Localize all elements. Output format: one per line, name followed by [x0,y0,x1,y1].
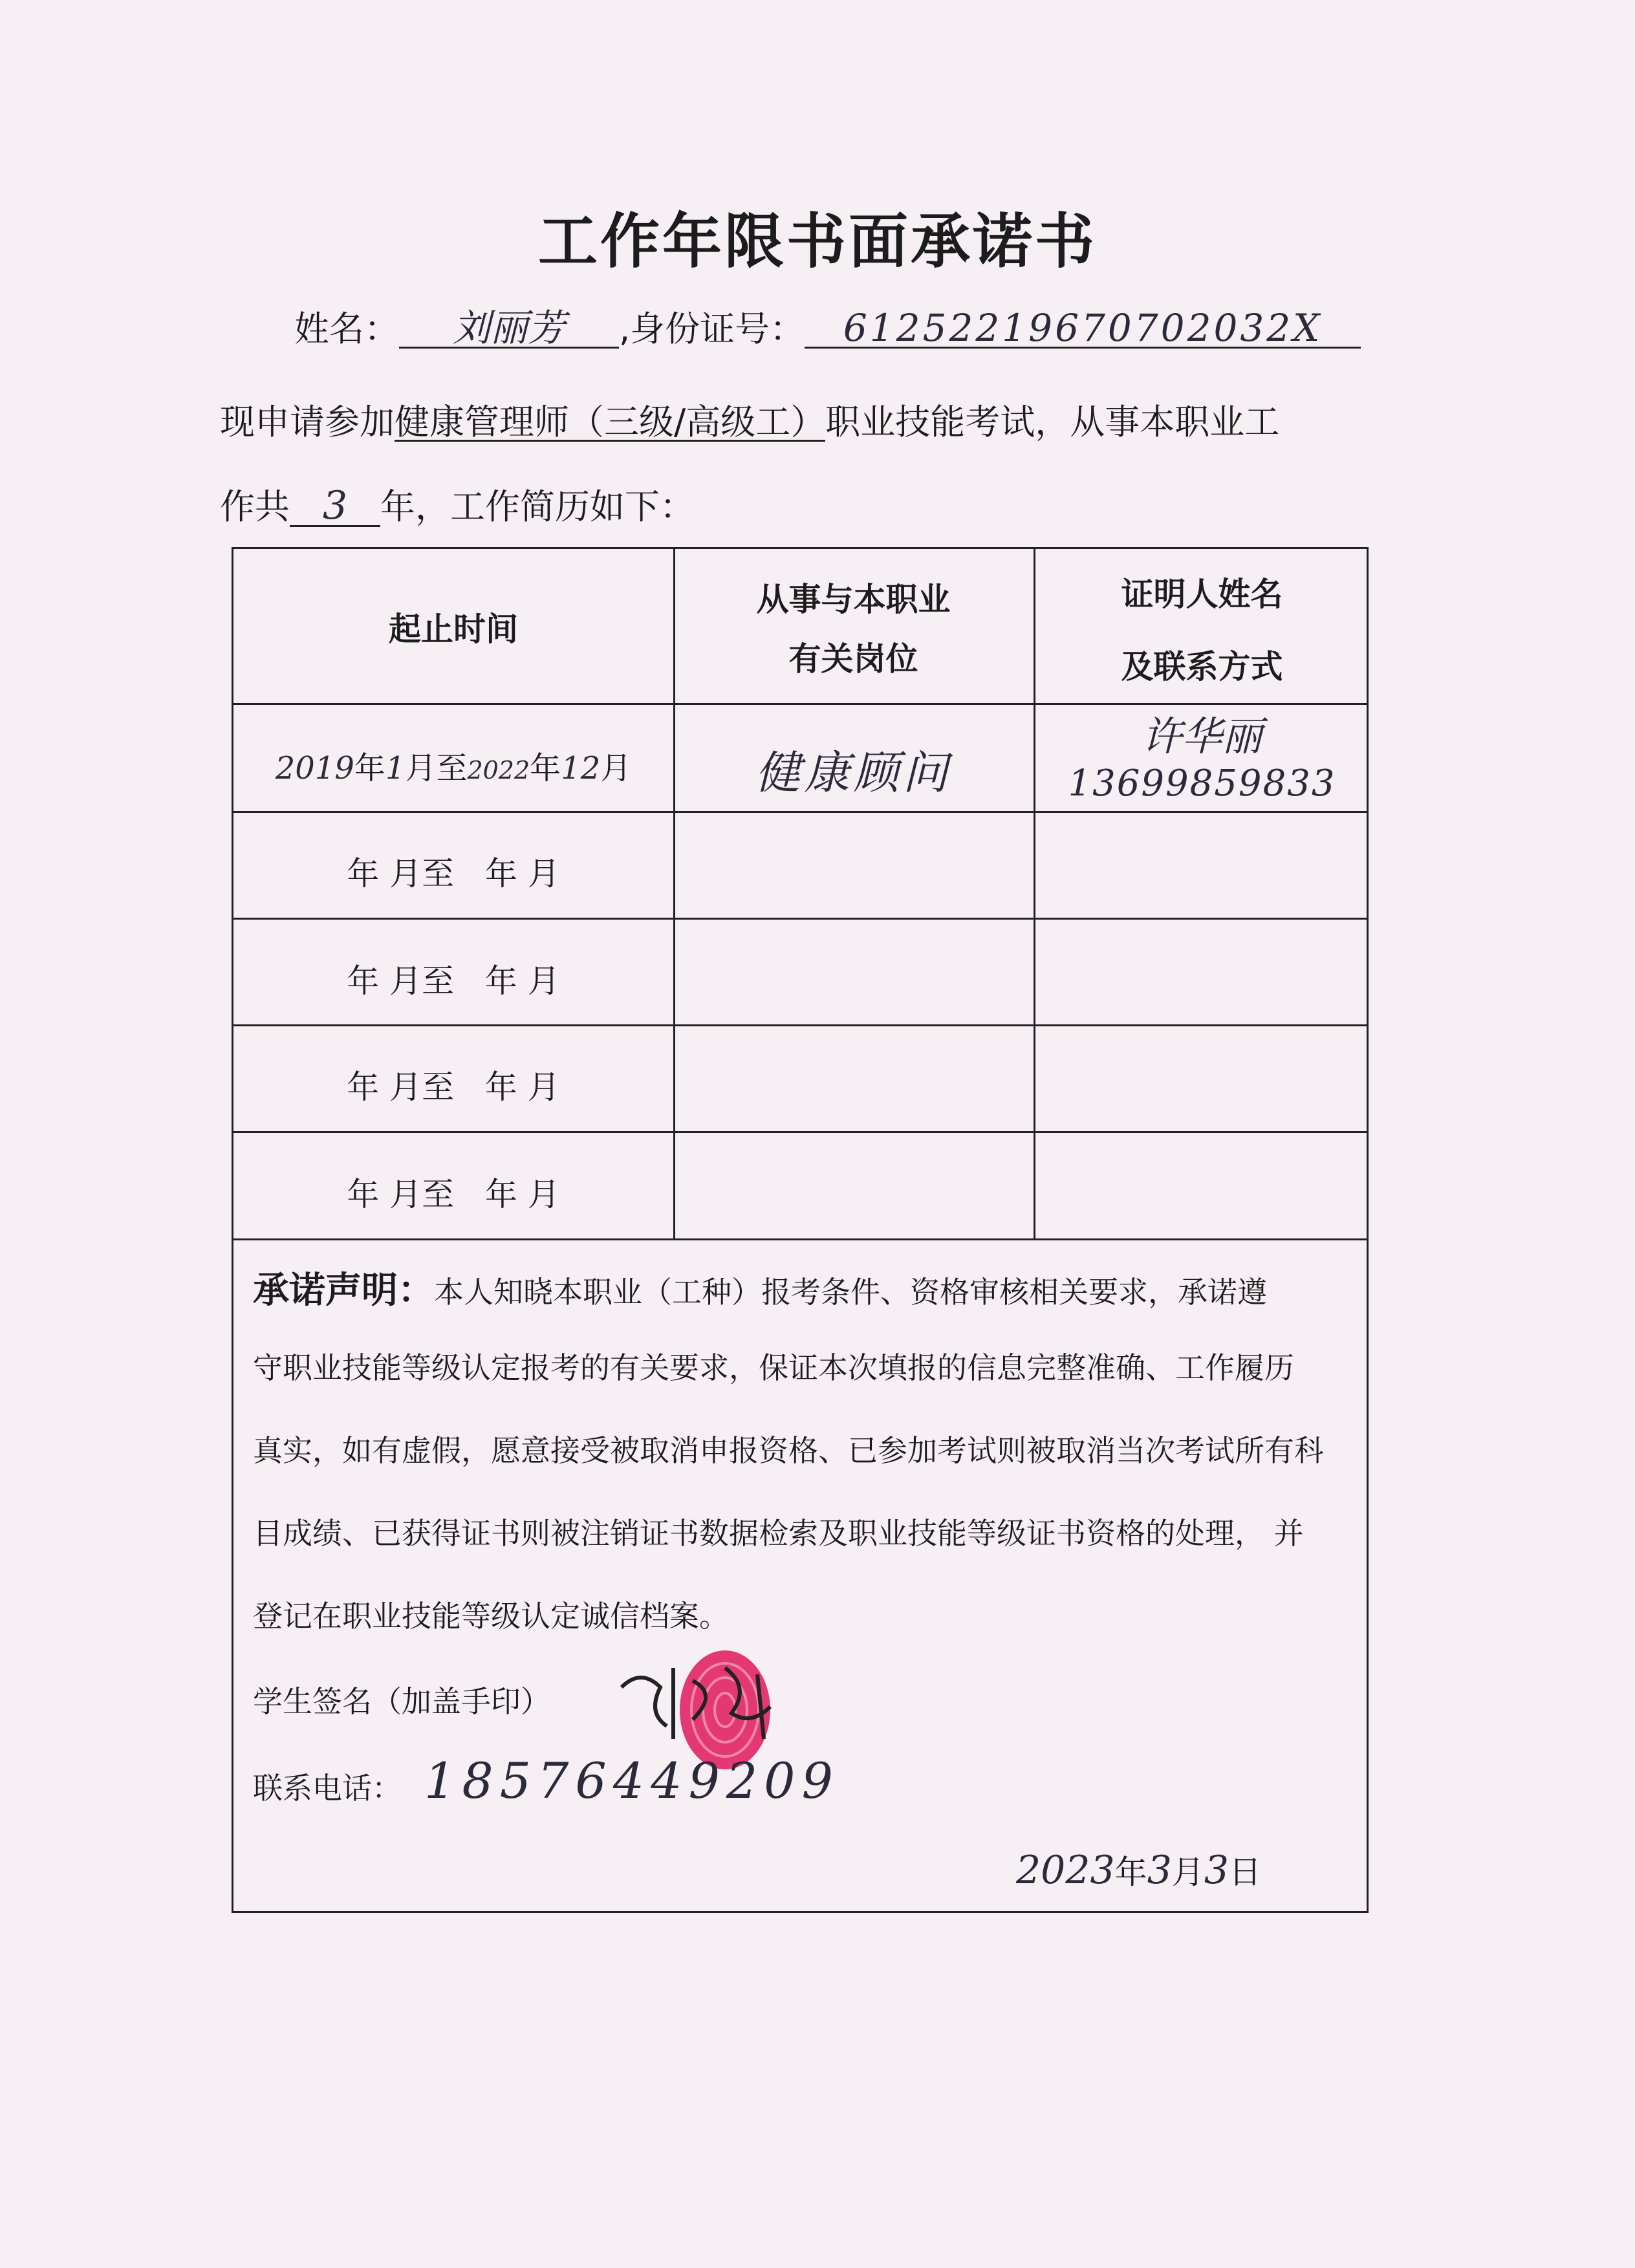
signature-label: 学生签名（加盖手印） [253,1684,550,1719]
id-label: 身份证号： [630,308,805,349]
phone-value: 18576449209 [424,1752,839,1809]
row-divider [233,1024,1367,1026]
row-1-witness-name: 许华丽 [1142,713,1262,760]
intro-line-2 [220,483,695,528]
phone-label: 联系电话： [253,1771,402,1806]
row-3-period: 年 月至 年 月 [347,962,560,1000]
row-2-period: 年 月至 年 月 [347,855,560,892]
declaration-line-1 [253,1262,1267,1313]
header-witness-line1: 证明人姓名 [1121,576,1283,613]
date-line [1016,1846,1261,1893]
page-title: 工作年限书面承诺书 [537,207,1097,276]
yue-label: 月 [600,750,632,786]
header-position-line2: 有关岗位 [788,640,918,678]
work-history-table [232,547,1369,1913]
date-nian: 年 [1114,1853,1147,1891]
nian-label: 年 [354,750,385,786]
id-value: 61252219670702032X [805,309,1361,349]
date-month: 3 [1147,1848,1172,1893]
header-position-line1: 从事与本职业 [756,581,951,618]
header-witness-line2: 及联系方式 [1121,648,1283,686]
name-value: 刘丽芳 [399,309,619,349]
row-divider [233,1131,1367,1133]
name-label: 姓名： [294,308,399,349]
intro-line2-suffix: 年，工作简历如下： [380,486,695,527]
row-divider [233,1238,1367,1240]
end-year: 2022 [467,756,530,784]
declaration-line-2: 守职业技能等级认定报考的有关要求，保证本次填报的信息完整准确、工作履历 [253,1350,1294,1385]
start-month: 1 [385,750,406,786]
date-ri: 日 [1229,1853,1262,1891]
end-month: 12 [561,750,601,786]
row-1-witness-phone: 13699859833 [1068,762,1336,805]
declaration-line-4: 目成绩、已获得证书则被注销证书数据检索及职业技能等级证书资格的处理， 并 [253,1516,1304,1551]
years-value: 3 [290,486,380,527]
nian-label: 年 [530,750,561,786]
declaration-text-1: 本人知晓本职业（工种）报考条件、资格审核相关要求，承诺遵 [434,1275,1267,1310]
declaration-line-5: 登记在职业技能等级认定诚信档案。 [253,1599,729,1634]
date-year: 2023 [1016,1848,1115,1893]
declaration-heading: 承诺声明： [253,1269,434,1312]
date-day: 3 [1204,1848,1229,1893]
start-year: 2019 [275,750,354,786]
declaration-line-3: 真实，如有虚假，愿意接受被取消申报资格、已参加考试则被取消当次考试所有科 [253,1433,1324,1468]
row-divider [233,918,1367,920]
intro-line-1 [220,402,1280,442]
row-4-period: 年 月至 年 月 [347,1068,560,1106]
intro-line2-prefix: 作共 [220,486,290,527]
exam-name: 健康管理师（三级/高级工） [395,402,826,442]
header-period: 起止时间 [389,610,518,648]
intro-suffix: 职业技能考试，从事本职业工 [825,402,1280,442]
intro-prefix: 现申请参加 [220,402,395,442]
row-1-position: 健康顾问 [755,746,952,799]
row-1-period [233,743,673,788]
row-5-period: 年 月至 年 月 [347,1176,560,1213]
yue-zhi-label: 月至 [405,750,468,786]
row-divider [233,811,1367,813]
name-comma: , [619,308,631,349]
date-yue: 月 [1171,1853,1204,1891]
name-id-line [294,306,1361,350]
